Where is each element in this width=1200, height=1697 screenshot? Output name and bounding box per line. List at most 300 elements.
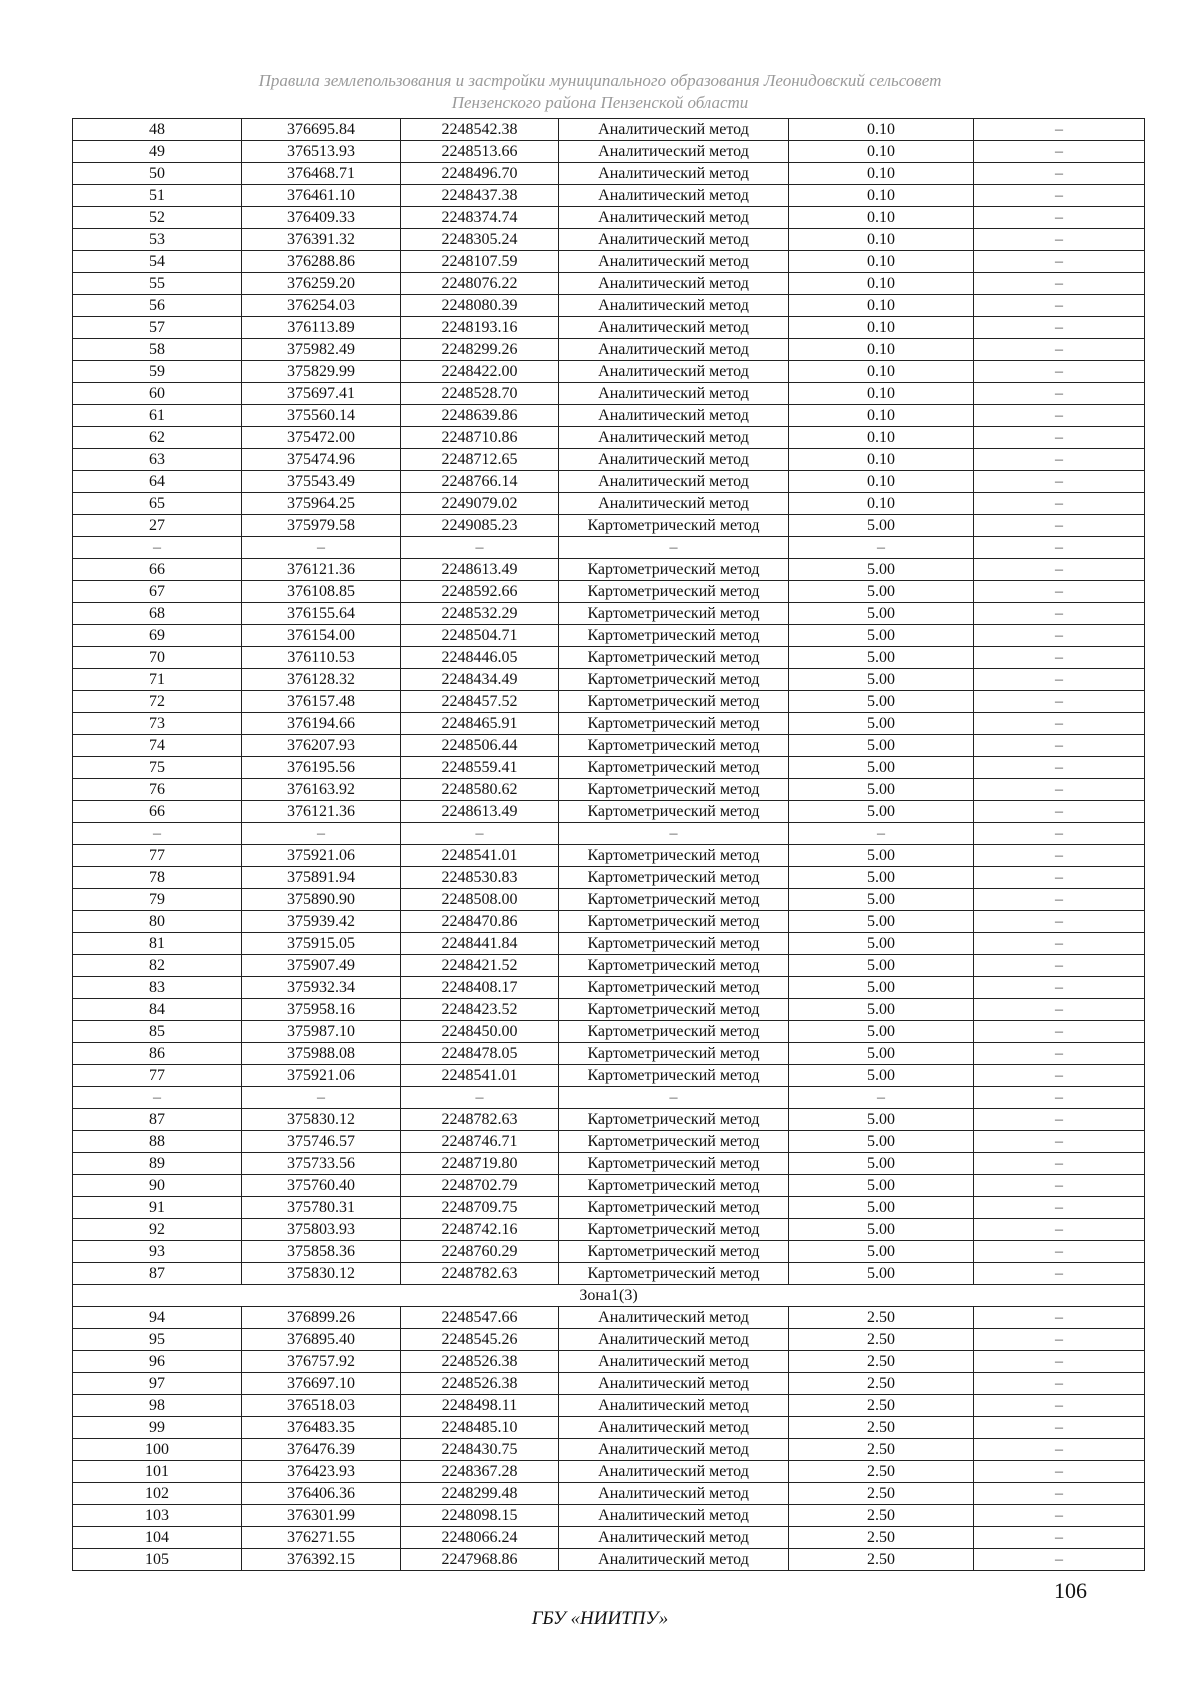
note-cell: –: [974, 603, 1145, 625]
table-row: [73, 1263, 1145, 1285]
point-number-cell: 101: [73, 1461, 242, 1483]
y-coordinate-cell: 2248305.24: [401, 229, 559, 251]
point-number-cell: 92: [73, 1219, 242, 1241]
table-row: [73, 779, 1145, 801]
note-cell: –: [974, 515, 1145, 537]
method-cell: Аналитический метод: [559, 141, 789, 163]
x-coordinate-cell: 375982.49: [242, 339, 401, 361]
x-coordinate-cell: 376163.92: [242, 779, 401, 801]
zone-label: Зона1(3): [73, 1285, 1145, 1307]
table-row: [73, 1549, 1145, 1571]
y-coordinate-cell: 2248422.00: [401, 361, 559, 383]
y-coordinate-cell: 2248782.63: [401, 1263, 559, 1285]
method-cell: –: [559, 537, 789, 559]
accuracy-cell: 0.10: [789, 361, 974, 383]
y-coordinate-cell: 2249085.23: [401, 515, 559, 537]
x-coordinate-cell: 376423.93: [242, 1461, 401, 1483]
point-number-cell: 88: [73, 1131, 242, 1153]
table-row: [73, 845, 1145, 867]
y-coordinate-cell: 2248080.39: [401, 295, 559, 317]
point-number-cell: 66: [73, 801, 242, 823]
table-row: [73, 1329, 1145, 1351]
y-coordinate-cell: 2248434.49: [401, 669, 559, 691]
accuracy-cell: 5.00: [789, 1241, 974, 1263]
table-row: [73, 427, 1145, 449]
zone-row: [73, 1285, 1145, 1307]
note-cell: –: [974, 1439, 1145, 1461]
y-coordinate-cell: 2248367.28: [401, 1461, 559, 1483]
method-cell: Картометрический метод: [559, 801, 789, 823]
y-coordinate-cell: 2248299.26: [401, 339, 559, 361]
y-coordinate-cell: 2248710.86: [401, 427, 559, 449]
x-coordinate-cell: 376288.86: [242, 251, 401, 273]
accuracy-cell: 5.00: [789, 1197, 974, 1219]
note-cell: –: [974, 1351, 1145, 1373]
point-number-cell: 86: [73, 1043, 242, 1065]
x-coordinate-cell: 376271.55: [242, 1527, 401, 1549]
x-coordinate-cell: 376899.26: [242, 1307, 401, 1329]
table-row: [73, 1241, 1145, 1263]
table-row: [73, 141, 1145, 163]
x-coordinate-cell: 376207.93: [242, 735, 401, 757]
running-header: [120, 70, 1080, 114]
table-row: [73, 229, 1145, 251]
point-number-cell: 48: [73, 119, 242, 141]
note-cell: –: [974, 1021, 1145, 1043]
x-coordinate-cell: 376468.71: [242, 163, 401, 185]
accuracy-cell: 2.50: [789, 1461, 974, 1483]
point-number-cell: 83: [73, 977, 242, 999]
point-number-cell: 96: [73, 1351, 242, 1373]
point-number-cell: 81: [73, 933, 242, 955]
point-number-cell: 66: [73, 559, 242, 581]
table-row: [73, 1527, 1145, 1549]
y-coordinate-cell: 2248374.74: [401, 207, 559, 229]
note-cell: –: [974, 1263, 1145, 1285]
point-number-cell: 77: [73, 845, 242, 867]
point-number-cell: 100: [73, 1439, 242, 1461]
point-number-cell: 68: [73, 603, 242, 625]
point-number-cell: 78: [73, 867, 242, 889]
method-cell: Аналитический метод: [559, 1417, 789, 1439]
accuracy-cell: 5.00: [789, 603, 974, 625]
point-number-cell: 80: [73, 911, 242, 933]
point-number-cell: 98: [73, 1395, 242, 1417]
table-row: [73, 647, 1145, 669]
footer-organization: ГБУ «НИИТПУ»: [531, 1608, 669, 1629]
x-coordinate-cell: 376392.15: [242, 1549, 401, 1571]
table-row: [73, 669, 1145, 691]
method-cell: Аналитический метод: [559, 1329, 789, 1351]
point-number-cell: 85: [73, 1021, 242, 1043]
table-row: [73, 1065, 1145, 1087]
x-coordinate-cell: 376154.00: [242, 625, 401, 647]
note-cell: –: [974, 273, 1145, 295]
table-row: [73, 1461, 1145, 1483]
note-cell: –: [974, 1175, 1145, 1197]
method-cell: Картометрический метод: [559, 1043, 789, 1065]
table-row: [73, 823, 1145, 845]
note-cell: –: [974, 559, 1145, 581]
accuracy-cell: 2.50: [789, 1527, 974, 1549]
y-coordinate-cell: 2248421.52: [401, 955, 559, 977]
note-cell: –: [974, 449, 1145, 471]
accuracy-cell: 5.00: [789, 735, 974, 757]
y-coordinate-cell: 2248076.22: [401, 273, 559, 295]
y-coordinate-cell: 2248193.16: [401, 317, 559, 339]
point-number-cell: 102: [73, 1483, 242, 1505]
y-coordinate-cell: 2248526.38: [401, 1351, 559, 1373]
point-number-cell: 91: [73, 1197, 242, 1219]
point-number-cell: 79: [73, 889, 242, 911]
accuracy-cell: 5.00: [789, 845, 974, 867]
method-cell: Картометрический метод: [559, 867, 789, 889]
table-row: [73, 1439, 1145, 1461]
method-cell: Картометрический метод: [559, 955, 789, 977]
accuracy-cell: 2.50: [789, 1351, 974, 1373]
note-cell: –: [974, 317, 1145, 339]
method-cell: Аналитический метод: [559, 295, 789, 317]
x-coordinate-cell: 375891.94: [242, 867, 401, 889]
table-row: [73, 185, 1145, 207]
y-coordinate-cell: 2248702.79: [401, 1175, 559, 1197]
y-coordinate-cell: 2248423.52: [401, 999, 559, 1021]
table-row: [73, 757, 1145, 779]
point-number-cell: 87: [73, 1109, 242, 1131]
x-coordinate-cell: 376513.93: [242, 141, 401, 163]
note-cell: –: [974, 757, 1145, 779]
table-row: [73, 801, 1145, 823]
point-number-cell: 93: [73, 1241, 242, 1263]
table-row: [73, 383, 1145, 405]
note-cell: –: [974, 1197, 1145, 1219]
point-number-cell: 58: [73, 339, 242, 361]
y-coordinate-cell: 2248545.26: [401, 1329, 559, 1351]
method-cell: Картометрический метод: [559, 1131, 789, 1153]
note-cell: –: [974, 713, 1145, 735]
method-cell: Картометрический метод: [559, 1021, 789, 1043]
y-coordinate-cell: 2249079.02: [401, 493, 559, 515]
method-cell: Аналитический метод: [559, 1373, 789, 1395]
accuracy-cell: 2.50: [789, 1417, 974, 1439]
x-coordinate-cell: 375979.58: [242, 515, 401, 537]
table-row: [73, 295, 1145, 317]
accuracy-cell: 5.00: [789, 515, 974, 537]
y-coordinate-cell: 2248782.63: [401, 1109, 559, 1131]
table-row: [73, 1153, 1145, 1175]
note-cell: –: [974, 229, 1145, 251]
y-coordinate-cell: 2248457.52: [401, 691, 559, 713]
header-line-1: Правила землепользования и застройки муниципального образования Леонидовский сельсовет: [258, 71, 942, 90]
coordinates-table-body: [73, 119, 1145, 1571]
x-coordinate-cell: 375830.12: [242, 1263, 401, 1285]
table-row: [73, 471, 1145, 493]
x-coordinate-cell: –: [242, 537, 401, 559]
point-number-cell: 97: [73, 1373, 242, 1395]
accuracy-cell: 5.00: [789, 1065, 974, 1087]
method-cell: Аналитический метод: [559, 207, 789, 229]
point-number-cell: 62: [73, 427, 242, 449]
note-cell: –: [974, 185, 1145, 207]
table-row: [73, 163, 1145, 185]
table-row: [73, 493, 1145, 515]
note-cell: –: [974, 471, 1145, 493]
point-number-cell: 53: [73, 229, 242, 251]
table-row: [73, 1131, 1145, 1153]
y-coordinate-cell: 2248709.75: [401, 1197, 559, 1219]
method-cell: –: [559, 1087, 789, 1109]
x-coordinate-cell: 375890.90: [242, 889, 401, 911]
y-coordinate-cell: 2248513.66: [401, 141, 559, 163]
y-coordinate-cell: 2248066.24: [401, 1527, 559, 1549]
accuracy-cell: 2.50: [789, 1307, 974, 1329]
y-coordinate-cell: 2248465.91: [401, 713, 559, 735]
method-cell: Картометрический метод: [559, 559, 789, 581]
accuracy-cell: 5.00: [789, 1109, 974, 1131]
point-number-cell: 57: [73, 317, 242, 339]
x-coordinate-cell: 376461.10: [242, 185, 401, 207]
method-cell: Картометрический метод: [559, 933, 789, 955]
method-cell: Картометрический метод: [559, 1197, 789, 1219]
y-coordinate-cell: 2248470.86: [401, 911, 559, 933]
point-number-cell: 73: [73, 713, 242, 735]
method-cell: Картометрический метод: [559, 735, 789, 757]
y-coordinate-cell: 2248532.29: [401, 603, 559, 625]
accuracy-cell: 0.10: [789, 229, 974, 251]
point-number-cell: 65: [73, 493, 242, 515]
method-cell: Аналитический метод: [559, 1527, 789, 1549]
x-coordinate-cell: 376895.40: [242, 1329, 401, 1351]
point-number-cell: 77: [73, 1065, 242, 1087]
x-coordinate-cell: 375987.10: [242, 1021, 401, 1043]
table-row: [73, 449, 1145, 471]
method-cell: Картометрический метод: [559, 647, 789, 669]
table-row: [73, 207, 1145, 229]
accuracy-cell: 0.10: [789, 295, 974, 317]
note-cell: –: [974, 405, 1145, 427]
y-coordinate-cell: 2248107.59: [401, 251, 559, 273]
y-coordinate-cell: –: [401, 537, 559, 559]
table-row: [73, 317, 1145, 339]
accuracy-cell: 0.10: [789, 317, 974, 339]
y-coordinate-cell: 2248559.41: [401, 757, 559, 779]
method-cell: Аналитический метод: [559, 185, 789, 207]
point-number-cell: 59: [73, 361, 242, 383]
accuracy-cell: 0.10: [789, 383, 974, 405]
point-number-cell: 51: [73, 185, 242, 207]
accuracy-cell: –: [789, 537, 974, 559]
table-row: [73, 1021, 1145, 1043]
accuracy-cell: 5.00: [789, 691, 974, 713]
x-coordinate-cell: 375964.25: [242, 493, 401, 515]
note-cell: –: [974, 537, 1145, 559]
accuracy-cell: 5.00: [789, 1219, 974, 1241]
x-coordinate-cell: 376195.56: [242, 757, 401, 779]
note-cell: –: [974, 1109, 1145, 1131]
method-cell: Картометрический метод: [559, 515, 789, 537]
accuracy-cell: 2.50: [789, 1395, 974, 1417]
accuracy-cell: 0.10: [789, 493, 974, 515]
x-coordinate-cell: 376476.39: [242, 1439, 401, 1461]
method-cell: Картометрический метод: [559, 845, 789, 867]
accuracy-cell: 5.00: [789, 647, 974, 669]
accuracy-cell: 0.10: [789, 273, 974, 295]
table-row: [73, 691, 1145, 713]
table-row: [73, 1395, 1145, 1417]
note-cell: –: [974, 1373, 1145, 1395]
note-cell: –: [974, 581, 1145, 603]
x-coordinate-cell: 375803.93: [242, 1219, 401, 1241]
note-cell: –: [974, 1483, 1145, 1505]
point-number-cell: 55: [73, 273, 242, 295]
point-number-cell: 94: [73, 1307, 242, 1329]
table-row: [73, 1417, 1145, 1439]
y-coordinate-cell: 2248746.71: [401, 1131, 559, 1153]
table-row: [73, 1483, 1145, 1505]
accuracy-cell: 0.10: [789, 405, 974, 427]
point-number-cell: 69: [73, 625, 242, 647]
note-cell: –: [974, 1395, 1145, 1417]
y-coordinate-cell: 2248441.84: [401, 933, 559, 955]
note-cell: –: [974, 119, 1145, 141]
point-number-cell: 60: [73, 383, 242, 405]
point-number-cell: 27: [73, 515, 242, 537]
point-number-cell: –: [73, 537, 242, 559]
x-coordinate-cell: 376155.64: [242, 603, 401, 625]
y-coordinate-cell: 2248712.65: [401, 449, 559, 471]
y-coordinate-cell: 2248742.16: [401, 1219, 559, 1241]
accuracy-cell: 5.00: [789, 757, 974, 779]
note-cell: –: [974, 427, 1145, 449]
accuracy-cell: 0.10: [789, 119, 974, 141]
y-coordinate-cell: 2248639.86: [401, 405, 559, 427]
x-coordinate-cell: 375830.12: [242, 1109, 401, 1131]
accuracy-cell: 2.50: [789, 1483, 974, 1505]
table-row: [73, 735, 1145, 757]
x-coordinate-cell: 376301.99: [242, 1505, 401, 1527]
table-row: [73, 1351, 1145, 1373]
y-coordinate-cell: –: [401, 823, 559, 845]
method-cell: Аналитический метод: [559, 273, 789, 295]
x-coordinate-cell: 376108.85: [242, 581, 401, 603]
y-coordinate-cell: 2248450.00: [401, 1021, 559, 1043]
method-cell: Картометрический метод: [559, 1153, 789, 1175]
y-coordinate-cell: 2248437.38: [401, 185, 559, 207]
method-cell: Аналитический метод: [559, 229, 789, 251]
table-row: [73, 977, 1145, 999]
method-cell: Аналитический метод: [559, 339, 789, 361]
note-cell: –: [974, 1417, 1145, 1439]
method-cell: Аналитический метод: [559, 427, 789, 449]
table-row: [73, 933, 1145, 955]
table-row: [73, 1307, 1145, 1329]
table-row: [73, 273, 1145, 295]
x-coordinate-cell: 376110.53: [242, 647, 401, 669]
accuracy-cell: 5.00: [789, 669, 974, 691]
note-cell: –: [974, 1461, 1145, 1483]
note-cell: –: [974, 1219, 1145, 1241]
method-cell: Картометрический метод: [559, 999, 789, 1021]
method-cell: Аналитический метод: [559, 1549, 789, 1571]
accuracy-cell: 2.50: [789, 1439, 974, 1461]
accuracy-cell: 0.10: [789, 185, 974, 207]
note-cell: –: [974, 801, 1145, 823]
y-coordinate-cell: 2248580.62: [401, 779, 559, 801]
x-coordinate-cell: 376157.48: [242, 691, 401, 713]
y-coordinate-cell: 2248299.48: [401, 1483, 559, 1505]
note-cell: –: [974, 779, 1145, 801]
point-number-cell: 61: [73, 405, 242, 427]
accuracy-cell: 5.00: [789, 911, 974, 933]
note-cell: –: [974, 647, 1145, 669]
x-coordinate-cell: 375697.41: [242, 383, 401, 405]
x-coordinate-cell: 375939.42: [242, 911, 401, 933]
method-cell: Картометрический метод: [559, 1175, 789, 1197]
method-cell: Картометрический метод: [559, 779, 789, 801]
point-number-cell: 56: [73, 295, 242, 317]
accuracy-cell: 5.00: [789, 801, 974, 823]
point-number-cell: 67: [73, 581, 242, 603]
method-cell: Аналитический метод: [559, 493, 789, 515]
point-number-cell: 50: [73, 163, 242, 185]
y-coordinate-cell: 2248719.80: [401, 1153, 559, 1175]
y-coordinate-cell: 2248528.70: [401, 383, 559, 405]
method-cell: Картометрический метод: [559, 603, 789, 625]
note-cell: –: [974, 955, 1145, 977]
accuracy-cell: 5.00: [789, 1263, 974, 1285]
method-cell: Картометрический метод: [559, 757, 789, 779]
y-coordinate-cell: 2248542.38: [401, 119, 559, 141]
x-coordinate-cell: 375746.57: [242, 1131, 401, 1153]
x-coordinate-cell: 376128.32: [242, 669, 401, 691]
y-coordinate-cell: 2248098.15: [401, 1505, 559, 1527]
method-cell: Картометрический метод: [559, 889, 789, 911]
point-number-cell: 72: [73, 691, 242, 713]
note-cell: –: [974, 163, 1145, 185]
x-coordinate-cell: 375921.06: [242, 1065, 401, 1087]
method-cell: Аналитический метод: [559, 1307, 789, 1329]
method-cell: Картометрический метод: [559, 1263, 789, 1285]
method-cell: Картометрический метод: [559, 669, 789, 691]
point-number-cell: 103: [73, 1505, 242, 1527]
table-row: [73, 911, 1145, 933]
table-row: [73, 955, 1145, 977]
y-coordinate-cell: 2248766.14: [401, 471, 559, 493]
note-cell: –: [974, 383, 1145, 405]
y-coordinate-cell: –: [401, 1087, 559, 1109]
accuracy-cell: 0.10: [789, 427, 974, 449]
note-cell: –: [974, 1087, 1145, 1109]
x-coordinate-cell: 375829.99: [242, 361, 401, 383]
accuracy-cell: 2.50: [789, 1505, 974, 1527]
accuracy-cell: 5.00: [789, 713, 974, 735]
note-cell: –: [974, 1307, 1145, 1329]
accuracy-cell: 5.00: [789, 559, 974, 581]
point-number-cell: 76: [73, 779, 242, 801]
method-cell: Картометрический метод: [559, 911, 789, 933]
method-cell: Картометрический метод: [559, 977, 789, 999]
y-coordinate-cell: 2248446.05: [401, 647, 559, 669]
note-cell: –: [974, 933, 1145, 955]
y-coordinate-cell: 2248408.17: [401, 977, 559, 999]
x-coordinate-cell: 376121.36: [242, 559, 401, 581]
accuracy-cell: 0.10: [789, 141, 974, 163]
note-cell: –: [974, 141, 1145, 163]
table-row: [73, 889, 1145, 911]
point-number-cell: 70: [73, 647, 242, 669]
y-coordinate-cell: 2248592.66: [401, 581, 559, 603]
point-number-cell: 104: [73, 1527, 242, 1549]
